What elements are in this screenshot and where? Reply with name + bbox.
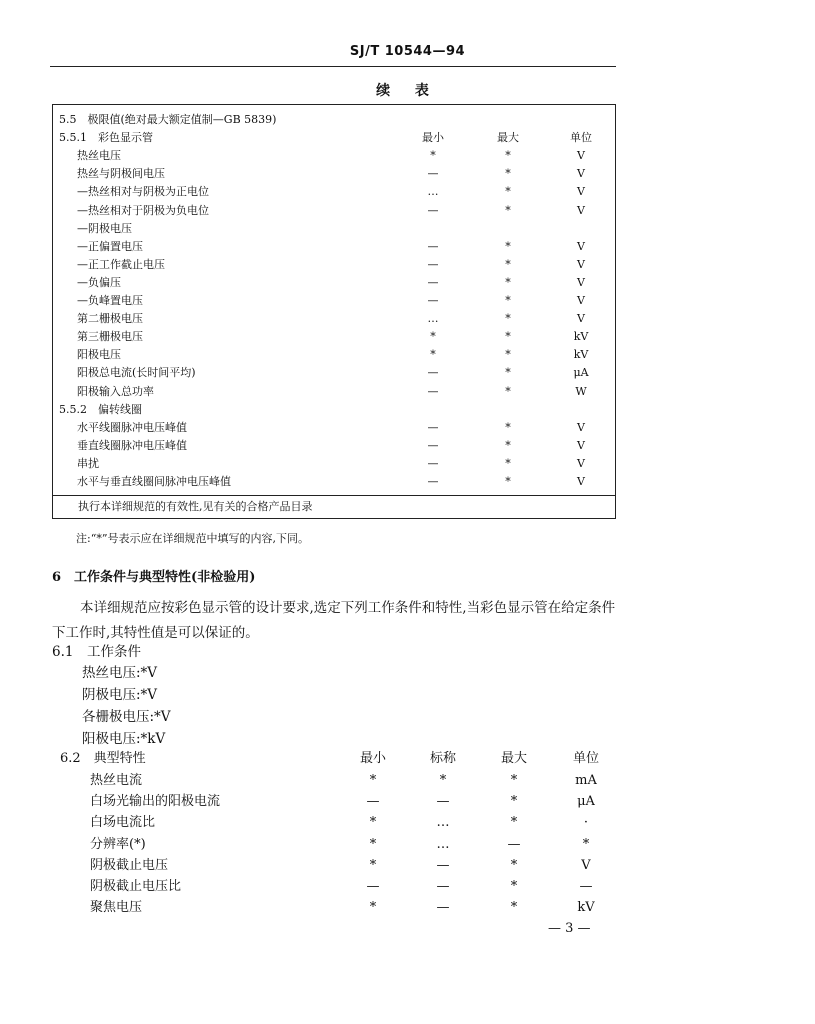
row-cell-c2: * <box>505 330 511 344</box>
row-label: 热丝电流 <box>90 773 143 788</box>
row-cell: — <box>507 836 521 852</box>
row-cell: — <box>579 879 593 894</box>
row-cell-c2: * <box>505 348 511 362</box>
row-cell: — <box>436 794 450 810</box>
column-header: 最大 <box>500 751 527 766</box>
table-row <box>53 401 617 419</box>
row-cell: · <box>583 815 589 831</box>
table-row <box>53 346 617 364</box>
row-cell-c3: V <box>577 438 585 452</box>
row-cell: * <box>510 794 518 810</box>
column-header: 单位 <box>572 751 599 766</box>
table-row <box>53 256 617 274</box>
row-label: 热丝与阴极间电压 <box>77 167 165 181</box>
row-cell-c3: 单位 <box>570 131 592 145</box>
table-row <box>53 129 617 147</box>
row-label: 串扰 <box>77 456 99 470</box>
row-cell-c2: * <box>505 384 511 398</box>
row-cell-c2: * <box>505 366 511 380</box>
row-cell-c1: — <box>427 257 439 271</box>
column-header: 最小 <box>359 751 386 766</box>
row-label: 白场光输出的阳极电流 <box>90 794 221 810</box>
row-cell-c3: V <box>577 167 585 181</box>
row-cell-c2: * <box>505 185 511 199</box>
row-cell-c2: * <box>505 167 511 181</box>
row-cell-c3: V <box>577 185 585 199</box>
table-row <box>53 455 617 473</box>
row-cell-c3: V <box>577 420 585 434</box>
row-cell: kV <box>577 900 595 916</box>
row-cell-c1: — <box>427 366 439 380</box>
table-row <box>53 202 617 220</box>
row-cell: … <box>436 815 450 831</box>
section-6-paragraph <box>52 596 622 646</box>
row-cell: * <box>369 857 377 873</box>
row-cell-c1: — <box>427 438 439 452</box>
typical-row <box>0 876 815 898</box>
row-cell: * <box>510 773 518 788</box>
table-row <box>53 274 617 292</box>
section-6-paragraph-text: 本详细规范应按彩色显示管的设计要求,选定下列工作条件和特性,当彩色显示管在给定条件下工作时,其特性值是可以保证的。 <box>52 600 616 641</box>
row-cell-c3: W <box>575 384 587 398</box>
typical-row <box>0 855 815 877</box>
row-cell: mA <box>575 773 597 788</box>
condition-item: 各栅极电压:*V <box>82 709 171 725</box>
row-cell-c2: 最大 <box>497 131 519 145</box>
row-cell: * <box>510 815 518 831</box>
row-cell-c1: — <box>427 475 439 488</box>
row-cell-c2: * <box>505 239 511 253</box>
row-cell-c1: … <box>427 312 439 326</box>
row-label: 阳极总电流(长时间平均) <box>77 366 196 380</box>
row-cell-c1: * <box>430 348 436 362</box>
section-6-2-title: 6.2 典型特性 <box>60 751 146 766</box>
row-cell: — <box>436 900 450 916</box>
section-6-title: 6 工作条件与典型特性(非检验用) <box>52 570 256 585</box>
row-label: 第三栅极电压 <box>77 330 143 344</box>
row-cell-c2: * <box>505 149 511 163</box>
condition-item: 阴极电压:*V <box>82 687 158 703</box>
table-row <box>53 220 617 238</box>
row-cell: — <box>436 879 450 894</box>
row-cell: * <box>582 836 590 852</box>
row-cell-c2: * <box>505 312 511 326</box>
row-label: —热丝相对于阴极为负电位 <box>77 203 209 217</box>
row-label: —负峰置电压 <box>77 294 143 307</box>
row-cell: * <box>369 773 377 788</box>
row-label: 热丝电压 <box>77 149 121 163</box>
row-cell-c2: * <box>505 438 511 452</box>
table-footer-rule <box>52 495 616 496</box>
row-cell-c1: * <box>430 149 436 163</box>
row-label: 水平与垂直线圈间脉冲电压峰值 <box>77 475 231 488</box>
table-footer-note: 执行本详细规范的有效性,见有关的合格产品目录 <box>78 500 313 513</box>
row-cell-c3: V <box>577 294 585 307</box>
table-row <box>53 437 617 455</box>
limit-values-table <box>52 104 616 519</box>
row-cell-c3: V <box>577 312 585 326</box>
row-cell-c2: * <box>505 456 511 470</box>
row-label: 阳极电压 <box>77 348 121 362</box>
row-cell: * <box>510 857 518 873</box>
row-label: 水平线圈脉冲电压峰值 <box>77 420 187 434</box>
row-cell: * <box>510 879 518 894</box>
row-cell-c3: V <box>577 475 585 488</box>
table-row <box>53 328 617 346</box>
typical-row <box>0 791 815 813</box>
row-cell: * <box>369 900 377 916</box>
row-cell: V <box>581 857 591 873</box>
row-cell-c3: kV <box>573 330 589 344</box>
row-cell: * <box>369 836 377 852</box>
row-label: 分辨率(*) <box>90 836 146 852</box>
row-cell: … <box>436 836 450 852</box>
table-row <box>53 419 617 437</box>
row-cell-c2: * <box>505 475 511 488</box>
typical-row <box>0 770 815 792</box>
continued-table-title: 续 表 <box>376 83 439 99</box>
header-rule <box>50 66 616 67</box>
row-cell-c1: — <box>427 275 439 289</box>
row-cell: μA <box>577 794 595 810</box>
row-cell-c2: * <box>505 294 511 307</box>
condition-item: 阳极电压:*kV <box>82 731 166 747</box>
row-cell-c1: 最小 <box>422 131 444 145</box>
table-row <box>53 165 617 183</box>
typical-row <box>0 834 815 856</box>
row-label: 阳极输入总功率 <box>77 384 154 398</box>
row-cell-c3: V <box>577 203 585 217</box>
row-label: 垂直线圈脉冲电压峰值 <box>77 438 187 452</box>
row-cell: * <box>369 815 377 831</box>
row-cell: — <box>436 857 450 873</box>
row-cell-c1: — <box>427 456 439 470</box>
row-cell: — <box>366 794 380 810</box>
row-label: 5.5.2 偏转线圈 <box>59 402 142 416</box>
row-cell-c1: * <box>430 330 436 344</box>
table-row <box>53 310 617 328</box>
column-header: 标称 <box>429 751 456 766</box>
row-label: 5.5 极限值(绝对最大额定值制—GB 5839) <box>59 113 277 126</box>
row-label: —热丝相对与阴极为正电位 <box>77 185 209 199</box>
table-row <box>53 364 617 382</box>
row-label: 5.5.1 彩色显示管 <box>59 131 153 145</box>
row-cell-c2: * <box>505 420 511 434</box>
row-cell-c3: V <box>577 275 585 289</box>
row-cell-c2: * <box>505 257 511 271</box>
row-cell-c1: — <box>427 203 439 217</box>
table-row <box>53 473 617 491</box>
table-note: 注:“*”号表示应在详细规范中填写的内容,下同。 <box>76 532 309 545</box>
document-number: SJ/T 10544—94 <box>349 44 466 59</box>
row-cell-c1: — <box>427 167 439 181</box>
row-label: 第二栅极电压 <box>77 312 143 326</box>
typical-header-row <box>0 748 815 770</box>
row-cell-c1: — <box>427 420 439 434</box>
table-row <box>53 183 617 201</box>
row-label: 阴极截止电压比 <box>90 879 182 894</box>
table-row <box>53 292 617 310</box>
row-label: 白场电流比 <box>90 815 156 831</box>
row-cell-c3: V <box>577 149 585 163</box>
row-cell-c1: … <box>427 185 439 199</box>
row-label: —正偏置电压 <box>77 239 143 253</box>
typical-row <box>0 812 815 834</box>
row-cell: * <box>510 900 518 916</box>
row-cell-c3: kV <box>573 348 589 362</box>
row-cell-c3: V <box>577 456 585 470</box>
row-label: 聚焦电压 <box>90 900 143 916</box>
row-label: 阴极截止电压 <box>90 857 169 873</box>
row-label: —负偏压 <box>77 275 121 289</box>
table-row <box>53 383 617 401</box>
page-number: — 3 — <box>548 921 591 936</box>
row-cell-c3: V <box>577 239 585 253</box>
row-cell-c3: μA <box>573 366 589 380</box>
row-cell-c1: — <box>427 294 439 307</box>
typical-row <box>0 897 815 919</box>
row-label: —正工作截止电压 <box>77 257 165 271</box>
section-6-1-title: 6.1 工作条件 <box>52 644 141 660</box>
row-cell-c2: * <box>505 275 511 289</box>
row-cell-c1: — <box>427 239 439 253</box>
row-cell: — <box>366 879 380 894</box>
row-cell-c2: * <box>505 203 511 217</box>
row-cell-c3: V <box>577 257 585 271</box>
table-row <box>53 111 617 129</box>
table-row <box>53 238 617 256</box>
table-row <box>53 147 617 165</box>
row-label: —阴极电压 <box>77 221 132 235</box>
condition-item: 热丝电压:*V <box>82 665 158 681</box>
row-cell-c1: — <box>427 384 439 398</box>
row-cell: * <box>439 773 447 788</box>
